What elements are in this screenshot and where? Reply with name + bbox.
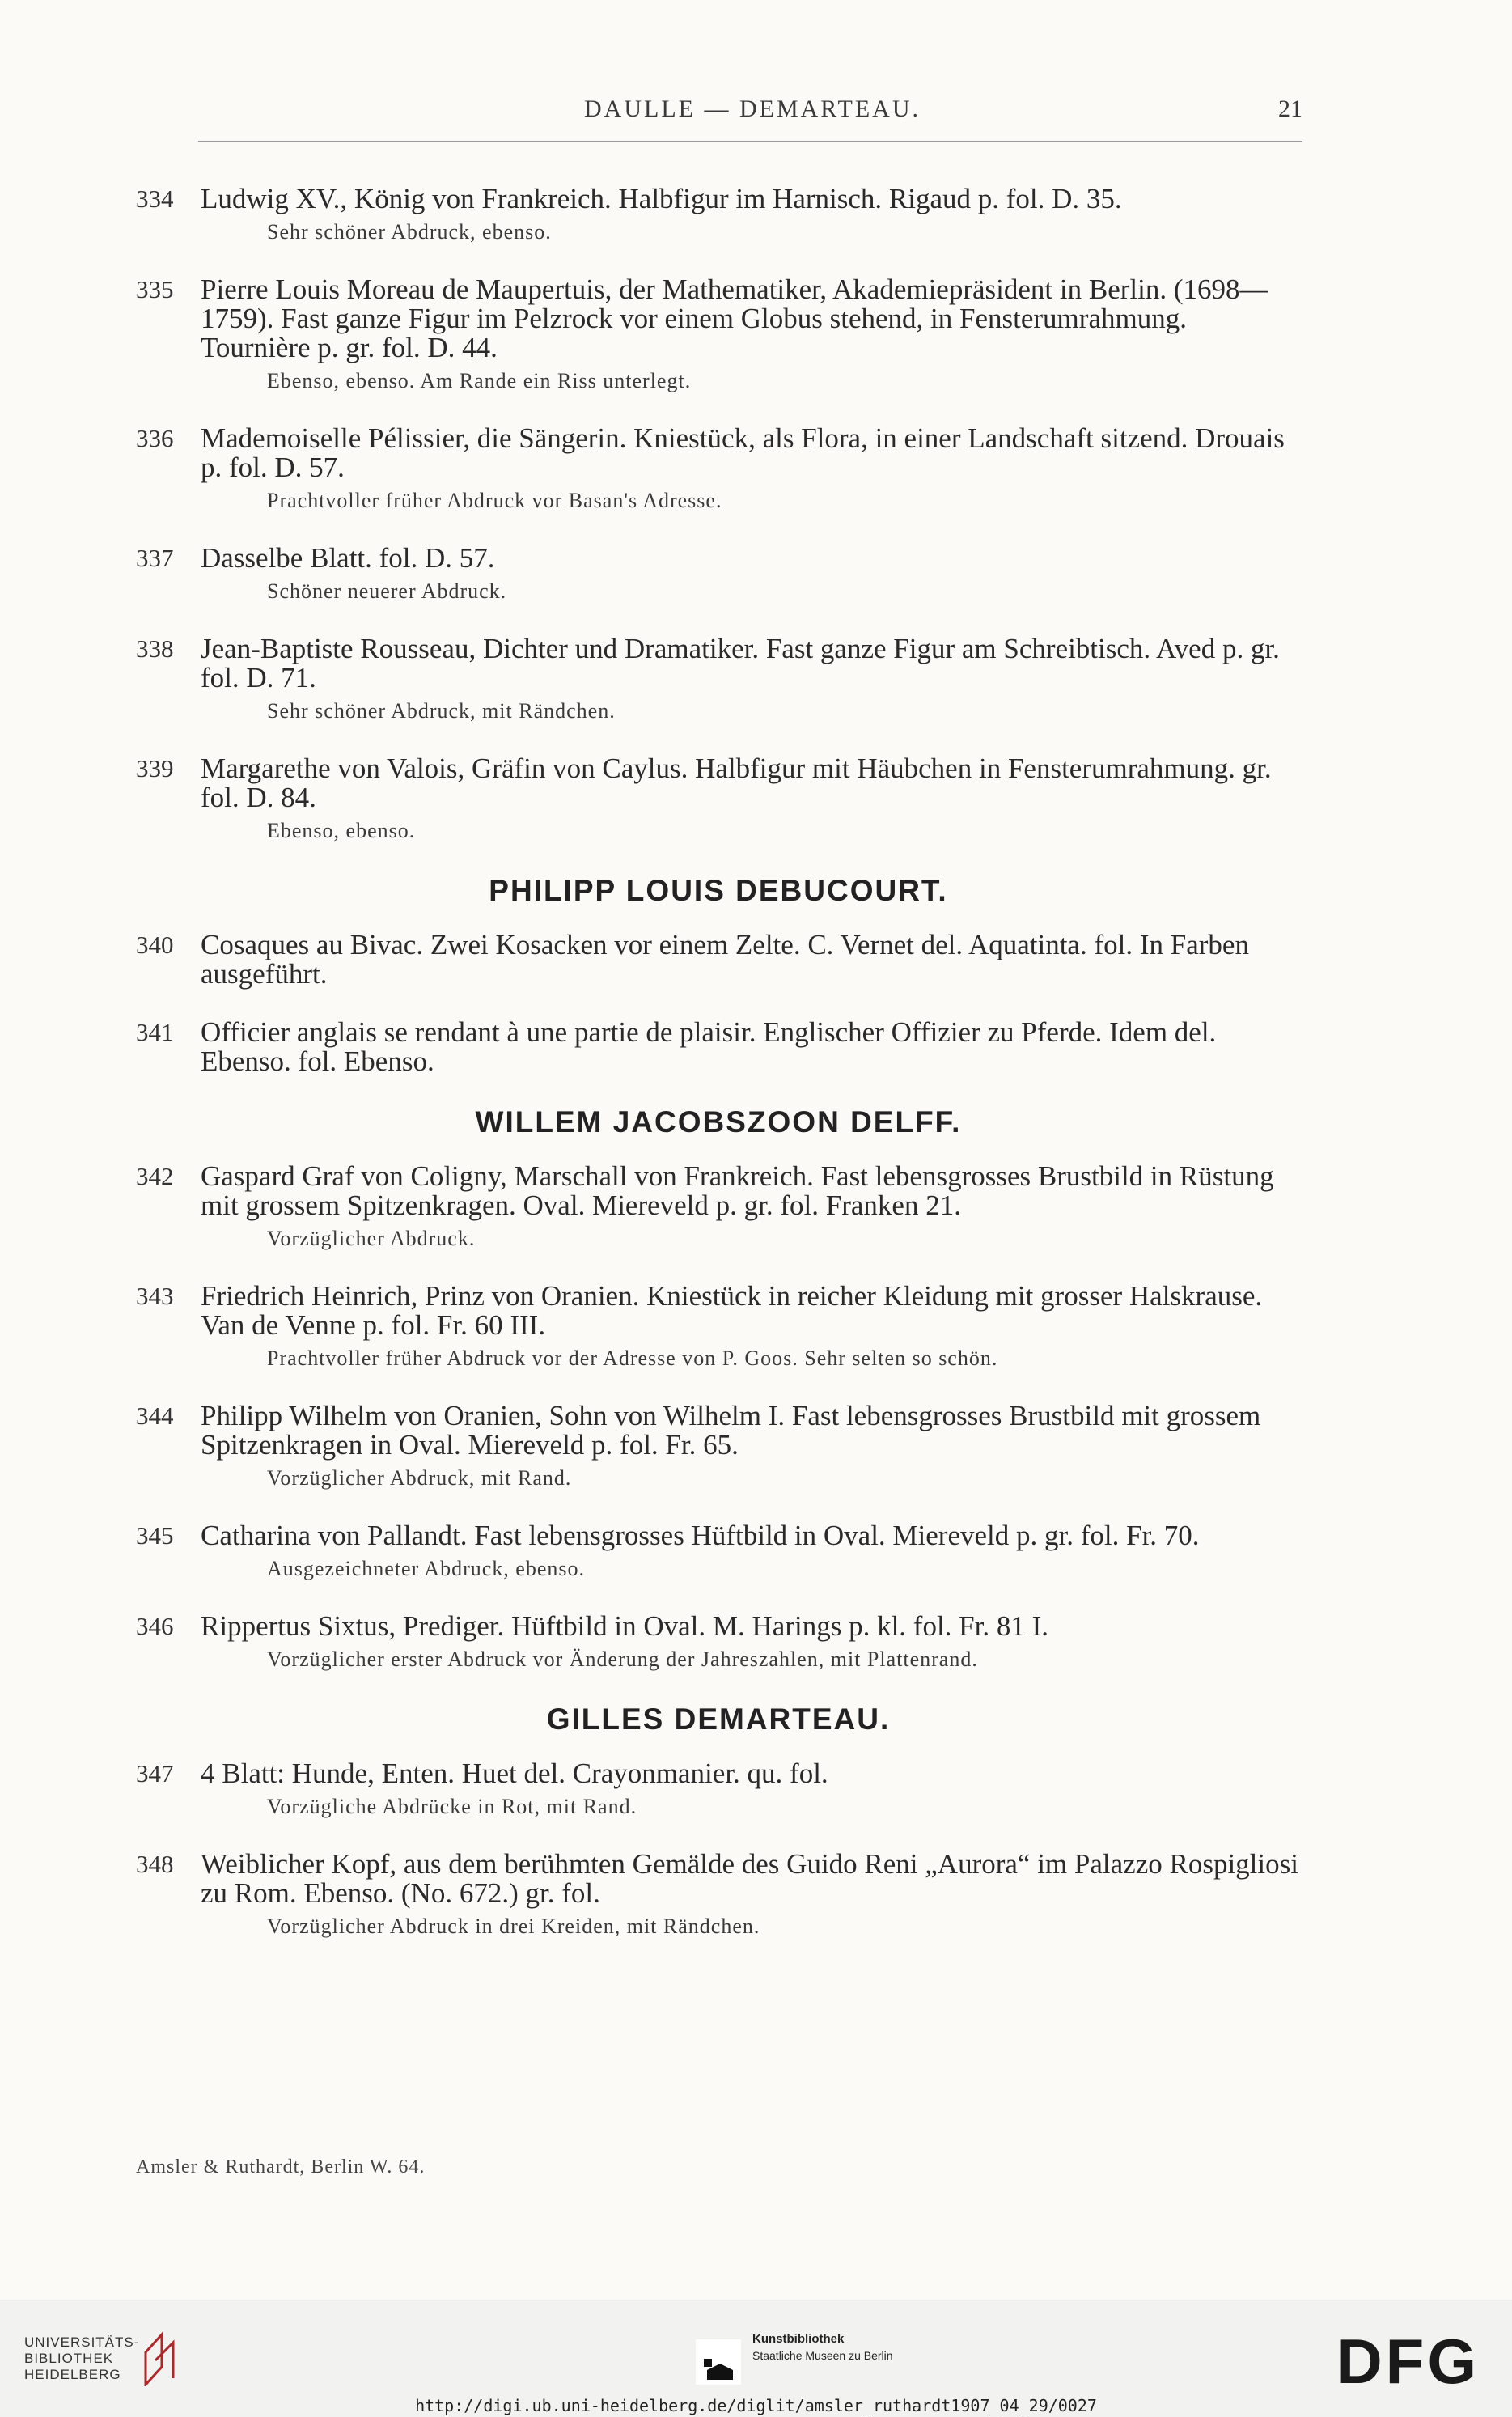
entry-note: Schöner neuerer Abdruck.	[267, 579, 507, 603]
entry-note: Vorzügliche Abdrücke in Rot, mit Rand.	[267, 1795, 637, 1818]
entry-description: Margarethe von Valois, Gräfin von Caylus. Halbfigur mit Häubchen in Fensterumrahmung. gr. fol. D. 84.	[201, 753, 1272, 813]
catalogue-entry-335	[136, 275, 1301, 395]
uni-line-2: BIBLIOTHEK	[24, 2351, 114, 2366]
entry-note: Vorzüglicher Abdruck.	[267, 1227, 476, 1250]
entry-description: 4 Blatt: Hunde, Enten. Huet del. Crayonmanier. qu. fol.	[201, 1758, 828, 1789]
entry-description: Catharina von Pallandt. Fast lebensgrosses Hüftbild in Oval. Miereveld p. gr. fol. Fr. 70.	[201, 1520, 1200, 1551]
kunstbibliothek-block	[696, 2325, 922, 2389]
entry-description: Mademoiselle Pélissier, die Sängerin. Kniestück, als Flora, in einer Landschaft sitzend. Drouais p. fol. D. 57.	[201, 422, 1285, 483]
catalogue-entry-342	[136, 1162, 1301, 1253]
dfg-logo: DFG	[1336, 2326, 1480, 2397]
entry-note: Vorzüglicher erster Abdruck vor Änderung der Jahreszahlen, mit Plattenrand.	[267, 1647, 978, 1671]
catalogue-entry-344	[136, 1401, 1301, 1492]
source-url[interactable]: http://digi.ub.uni-heidelberg.de/diglit/amsler_ruthardt1907_04_29/0027	[415, 2396, 1097, 2415]
uni-line-3: HEIDELBERG	[24, 2367, 121, 2382]
digitization-footer	[0, 2300, 1512, 2417]
catalogue-entry-343	[136, 1282, 1301, 1372]
entry-description: Rippertus Sixtus, Prediger. Hüftbild in Oval. M. Harings p. kl. fol. Fr. 81 I.	[201, 1610, 1049, 1642]
publisher-imprint: Amsler & Ruthardt, Berlin W. 64.	[136, 2156, 426, 2177]
section-heading-delff: WILLEM JACOBSZOON DELFF.	[475, 1105, 962, 1139]
entry-description: Cosaques au Bivac. Zwei Kosacken vor einem Zelte. C. Vernet del. Aquatinta. fol. In Farben ausgeführt.	[201, 929, 1249, 990]
entry-number: 337	[136, 544, 174, 572]
entry-note: Sehr schöner Abdruck, mit Rändchen.	[267, 699, 616, 723]
header-rule	[198, 141, 1302, 142]
entry-number: 339	[136, 754, 174, 782]
entry-number: 336	[136, 424, 174, 452]
entry-note: Ausgezeichneter Abdruck, ebenso.	[267, 1557, 585, 1580]
entry-number: 343	[136, 1282, 174, 1310]
entry-note: Vorzüglicher Abdruck in drei Kreiden, mit Rändchen.	[267, 1915, 760, 1938]
entry-description: Weiblicher Kopf, aus dem berühmten Gemälde des Guido Reni „Aurora“ im Palazzo Rospigliosi zu Rom. Ebenso. (No. 672.) gr. fol.	[201, 1848, 1298, 1909]
entry-note: Sehr schöner Abdruck, ebenso.	[267, 220, 552, 244]
entry-note: Ebenso, ebenso.	[267, 819, 416, 842]
entry-number: 344	[136, 1401, 174, 1430]
catalogue-entry-347	[136, 1759, 1301, 1821]
entry-number: 348	[136, 1850, 174, 1878]
university-logo-icon	[139, 2328, 180, 2386]
uni-line-1: UNIVERSITÄTS-	[24, 2334, 140, 2350]
kunstbibliothek-subtitle: Staatliche Museen zu Berlin	[752, 2349, 893, 2362]
catalogue-entry-339	[136, 754, 1301, 845]
catalogue-content	[136, 184, 1301, 1970]
catalogue-entry-338	[136, 634, 1301, 725]
entry-number: 340	[136, 931, 174, 959]
section-heading-demarteau: GILLES DEMARTEAU.	[546, 1703, 891, 1736]
entry-number: 334	[136, 184, 174, 213]
entry-note: Prachtvoller früher Abdruck vor Basan's Adresse.	[267, 489, 722, 512]
catalogue-entry-336	[136, 424, 1301, 515]
catalogue-entry-341	[136, 1018, 1301, 1076]
kunstbibliothek-title: Kunstbibliothek	[752, 2332, 845, 2346]
entry-note: Vorzüglicher Abdruck, mit Rand.	[267, 1466, 572, 1490]
entry-number: 346	[136, 1612, 174, 1640]
catalogue-entry-348	[136, 1850, 1301, 1940]
running-title: DAULLE — DEMARTEAU.	[584, 95, 921, 122]
catalogue-entry-346	[136, 1612, 1301, 1673]
entry-description: Jean-Baptiste Rousseau, Dichter und Dramatiker. Fast ganze Figur am Schreibtisch. Aved p. gr. fol. D. 71.	[201, 633, 1280, 693]
entry-description: Dasselbe Blatt. fol. D. 57.	[201, 542, 495, 574]
kunstbibliothek-logo-icon	[696, 2339, 741, 2385]
entry-note: Ebenso, ebenso. Am Rande ein Riss unterlegt.	[267, 369, 692, 392]
entry-description: Pierre Louis Moreau de Maupertuis, der Mathematiker, Akademiepräsident in Berlin. (1698—1759). Fast ganze Figur im Pelzrock vor einem Globus stehend, in Fensterumrahmung. Tournière p. gr. fol. D. 44.	[201, 274, 1268, 363]
entry-description: Officier anglais se rendant à une partie de plaisir. Englischer Offizier zu Pferde. Idem del. Ebenso. fol. Ebenso.	[201, 1016, 1217, 1077]
entry-number: 341	[136, 1018, 174, 1046]
catalogue-entry-340	[136, 931, 1301, 989]
catalogue-entry-337	[136, 544, 1301, 605]
entry-description: Gaspard Graf von Coligny, Marschall von Frankreich. Fast lebensgrosses Brustbild in Rüstung mit grossem Spitzenkragen. Oval. Miereveld p. gr. fol. Franken 21.	[201, 1160, 1274, 1221]
entry-number: 342	[136, 1162, 174, 1190]
entry-description: Ludwig XV., König von Frankreich. Halbfigur im Harnisch. Rigaud p. fol. D. 35.	[201, 183, 1122, 214]
section-heading-debucourt: PHILIPP LOUIS DEBUCOURT.	[489, 874, 948, 907]
entry-number: 338	[136, 634, 174, 663]
kunstbibliothek-text	[752, 2331, 893, 2364]
entry-number: 347	[136, 1759, 174, 1787]
entry-description: Friedrich Heinrich, Prinz von Oranien. Kniestück in reicher Kleidung mit grosser Halskrause. Van de Venne p. fol. Fr. 60 III.	[201, 1280, 1263, 1341]
running-head	[202, 95, 1302, 128]
catalogue-entry-345	[136, 1521, 1301, 1583]
page-number: 21	[1278, 95, 1302, 122]
university-library-label	[24, 2334, 139, 2383]
entry-number: 345	[136, 1521, 174, 1550]
entry-number: 335	[136, 275, 174, 303]
entry-description: Philipp Wilhelm von Oranien, Sohn von Wilhelm I. Fast lebensgrosses Brustbild mit grossem Spitzenkragen in Oval. Miereveld p. fol. Fr. 65.	[201, 1400, 1261, 1461]
entry-note: Prachtvoller früher Abdruck vor der Adresse von P. Goos. Sehr selten so schön.	[267, 1346, 998, 1370]
catalogue-entry-334	[136, 184, 1301, 246]
